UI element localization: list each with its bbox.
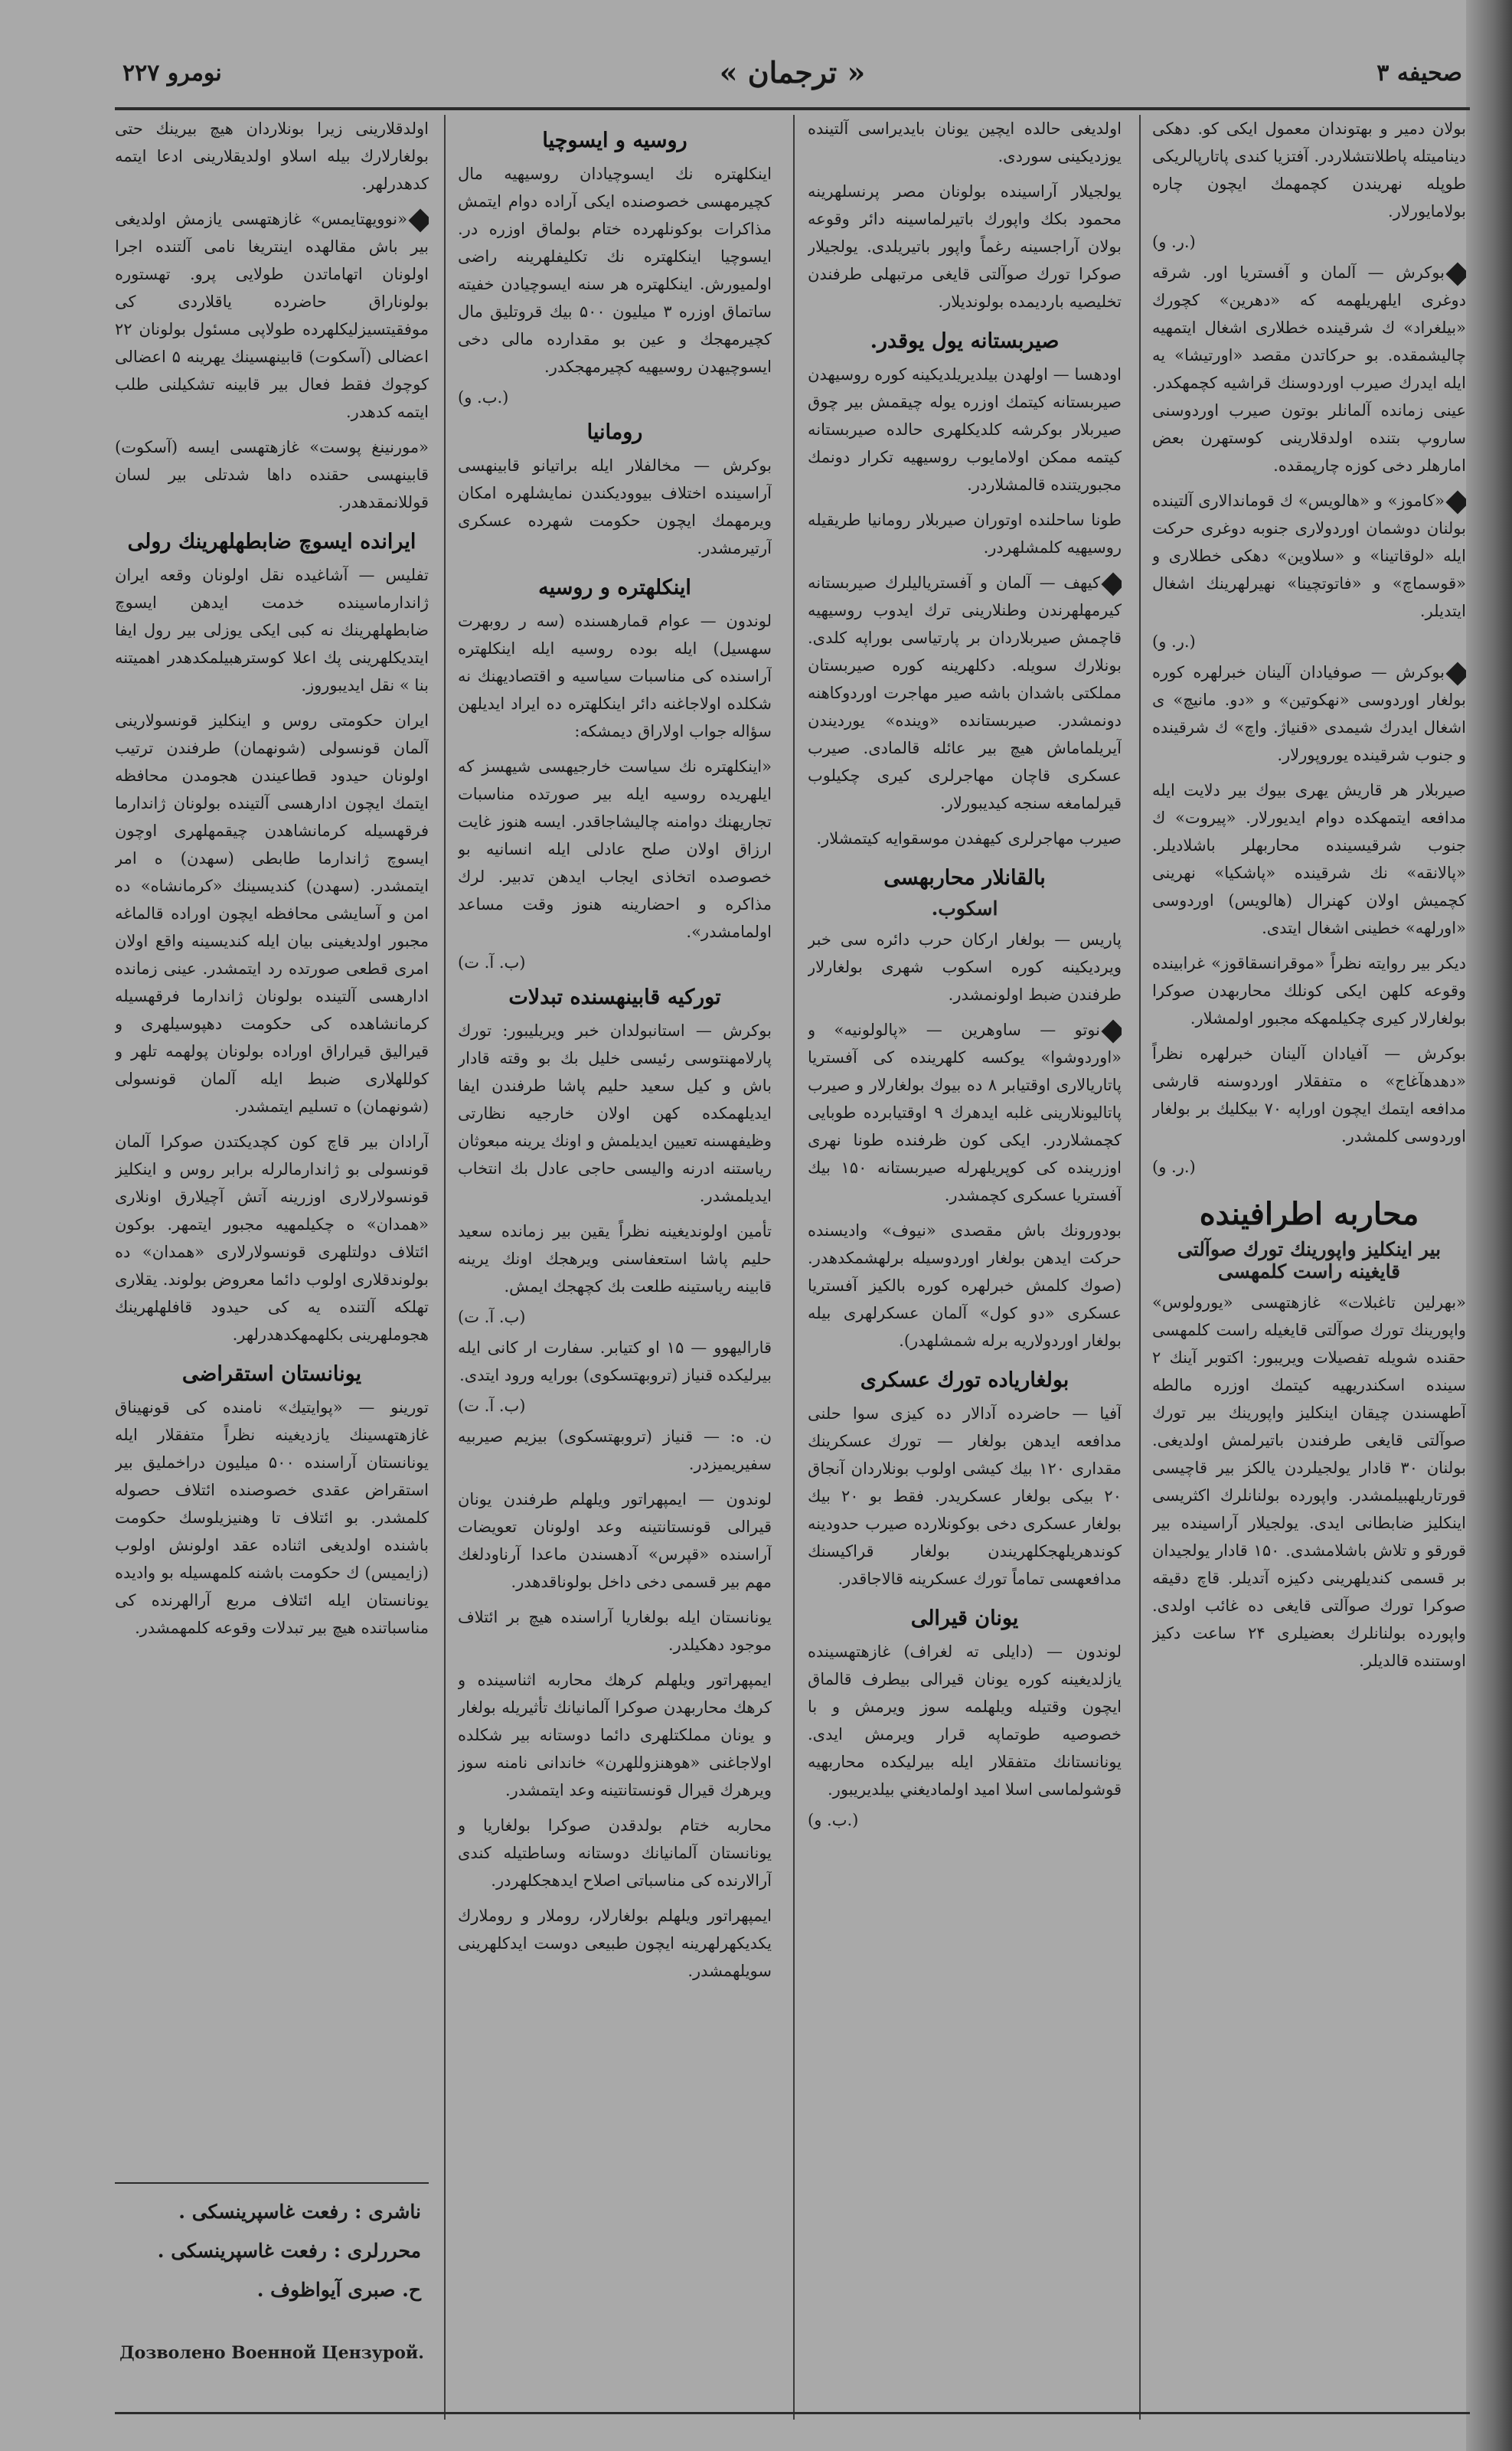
page-edge-shadow (1466, 0, 1512, 2451)
source-signature: (ب. و.) (458, 388, 509, 407)
censor-line: Дозволено Военной Цензурой. (119, 2343, 424, 2363)
article-paragraph: ایمپهراتور ویلهلم بولغارلار، روملار و روملارك یکدیکهرلهرینه ایچون طبیعی دوست ایدکلهرینی سویلهمشدر. (458, 1907, 772, 1980)
article-paragraph: اولدقلارینی زیرا بونلاردان هیچ بیرینك حتی بولغارلارك بیله اسلاو اولدیقلارینی ادعا ایتمه کدهدرلهر. (115, 119, 429, 193)
article-paragraph: «مورنینغ پوست» غازهتهسی ایسه (آسکوت) قابینهسی حقنده داها شدتلی بیر لسان قوللانمقدهدر. (115, 438, 429, 511)
article-heading: رومانیا (586, 420, 643, 444)
article-paragraph: «اینکلهتره نك سیاست خارجیهسی شیهسز که ایلهریده روسیه ایله بیر صورتده مناسبات تجاریهنك دوامنه چالیشاجاقدر. ایسه هنوز غایت ارزاق اولان صلح عادلی ایله انسانیه بو خصوصده اتخاذی ایجاب ایدهن تدبیر. لرك مذاکره و احضارینه هنوز وقت مساعد اولمامشدر». (458, 757, 772, 941)
article-paragraph: یولجیلار آراسینده بولونان مصر پرنسلهرینه محمود بکك واپورك باتیرلماسینه دائر وقوعه بولان آراجسینه رغماً واپور باتیریلدی. یولجیلار صوکرا تورك صوآلتی قایغی مرتبهلی طرفندن تخلیصیه باردیمده بولوندیلار. (808, 182, 1122, 311)
article-paragraph: «بهرلین تاغبلات» غازهتهسی «یورولوس» واپورینك تورك صوآلتی قایغیله راست کلمهسی حقنده شویله تفصیلات ویریبور: اکتوبر آینك ۲ سینده اسکندریهیه کیتمك اوزره مالطه آطهسندن چیقان اینکلیز واپورینك بیر تورك صوآلتی قایغی طرفندن باتیرلمش اولدیغی. بولنان ۳۰ قادار یولجیلردن یالکز بیر قاچیسی قورتاریلهبیلمشدر. واپورده بولنانلرك اکثریسی اینکلیز ضابطانی ایدی. یولجیلار آراسینده بیر قورقو و تلاش باشلامشدی. ۱۵۰ قادار یولجیدان بر قسمی کندیلهرینی دکیزه آتدیلر. قاچ دقیقه صوکرا تورك صوآلتی قایغی ده غائب اولدی. واپورده بولنانلرك بعضیلری ۲۴ ساعت دکیز اوستنده قالدیلر. (1152, 1293, 1466, 1670)
article-paragraph: پاریس — بولغار ارکان حرب دائره سی خبر ویردیکینه کوره اسکوب شهری بولغارلار طرفندن ضبط اولونمشدر. (808, 930, 1122, 1004)
column-3 (458, 115, 772, 2412)
article-paragraph: ایمپهراتور ویلهلم کرهك محاربه اثناسینده و کرهك محاربهدن صوکرا آلمانیانك تأثیریله بولغار و یونان مملکتلهری دائما دوستانه بیر شکلده اولاجاغنی «هوهنزوللهرن» خاندانی نامنه سوز ویرهرك قیرال قونستانتینه وعد ایتمشدر. (458, 1671, 772, 1799)
column-4 (115, 115, 429, 2412)
article-paragraph: اینکلهتره نك ایسوچیادان روسیهیه مال کچیرمهسی خصوصنده ایکی آراده دوام ایتمش مذاکرات بوکونلهرده ختام بولماق اوزره در. ایسوچیا اینکلهتره نك تکلیفلهرینه راضی اولمیورش. اینکلهتره هر سنه ایسوچیادن خفیته ساتماق اوزره ۳ میلیون ۵۰۰ بیك قروتلیق مال کچیرمهجك و عین بو مقدارده مالی دخی ایسوچیهدن روسیهیه کچیرمهجکدر. (458, 165, 772, 376)
paragraph-text: «کاموز» و «هالویس» ك قوماندالاری آلتینده بولنان دوشمان اوردولاری جنوبه دوغری حرکت ایله «لوقاتینا» و «سلاوین» دهکی خطلاری و «قوسماچ» و «فاتوتچینا» نهیرلهرینك اشغال ایتدیلر. (1152, 492, 1466, 620)
article-paragraph: صیربلار هر قاریش یهری بیوك بیر دلایت ایله مدافعه ایتمهکده دوام ایدیورلار. «پیروت» ك جنوب شرقیسینده محاربهلر باشلادیلر. «پالانقه» نك شرقینده «پاشکیا» نهرینی کچمیش اولان کهنرال (هالویس) اوردوسی «اورلهه» خطینی اشغال ایتدی. (1152, 781, 1466, 937)
editor-1: رفعت غاسپرینسکی . (157, 2240, 327, 2262)
editors-row-2 (122, 2279, 421, 2301)
diamond-bullet-icon (1101, 572, 1122, 596)
article-heading: یونان قیرالی (910, 1606, 1019, 1630)
publisher-label: ناشری : (354, 2201, 421, 2223)
article-paragraph (1152, 259, 1466, 479)
editors-label: محررلری : (333, 2240, 421, 2262)
editor-box (115, 2182, 429, 2337)
diamond-bullet-icon (1101, 1019, 1122, 1043)
source-signature: (ر. و.) (1152, 632, 1196, 651)
article-paragraph: یونانستان ایله بولغاریا آراسنده هیچ بر ائتلاف موجود دهکیلدر. (458, 1608, 772, 1654)
article-paragraph (115, 205, 429, 426)
article-paragraph: لوندون — عوام قمارهسنده (سه ر روبهرت سهسیل) ایله بوده روسیه ایله اینکلهتره آراسنده کی مناسبات سیاسیه و اقتصادیهنك نه شکلده اولاجاغنه دائر اینکلهتره ده ایراد ایدیلهن سؤاله جواب اولاراق دیمشکه: (458, 612, 772, 740)
article-heading: ایرانده ایسوچ ضابطهلهرینك رولی (127, 530, 416, 554)
issue-number: نومرو ۲۲۷ (122, 60, 222, 87)
page-label: صحیفه ۳ (1376, 60, 1462, 87)
paragraph-text: کیهف — آلمان و آفستریالیلرك صیربستانه کیرمهلهرندن وطنلارینی ترك ایدوب روسیهیه قاچمش صیربلاردان بر پارتیاسی بوراپه کلدی. بونلارك سویله. دکلهرینه کوره صیربستان مملکتی باشدان باشه صیر مهاجرت اوردوکاهنه دونمشدر. صیربستانده «وینده» یوردیندن آیریلماماش هیچ بیر عائله قالمادی. صیرب عسکری قاچان مهاجرلری کیری چکیلوب قیرلمامغه سنجه کیدیبورلار. (808, 574, 1122, 812)
article-subheading: اسکوب. (931, 897, 998, 920)
article-paragraph: ایران حکومتی روس و اینکلیز قونسولارینی آلمان قونسولی (شونهمان) طرفندن ترتیب اولونان حیدود قطاعیندن هجومدن محافظه ایتمك ایچون ادارهسی آلتینده بولونان ژاندارما فرقهسیله کرمانشاهدن چیقمهلهری اوچون ایسوچ ژاندارما طابطی (سهدن) ه امر ایتمشدر. (سهدن) کندیسینك «کرمانشاه» ده امن و آسایشی محافظه ایچون اوراده قالماغه مجبور اولدیغینی بیان ایله کندیسینه واقع اولان امری قطعی صورتده رد ایتمشدر. عینی زمانده ادارهسی آلتینده بولونان ژاندارما فرقهسیله کرمانشاهده کی حکومت دهپوسیلهری و قیرالیق قیراراق اوراده بولونان پولهمه تلهر و کوللهلاری ضبط ایله آلمان قونسولی (شونهمان) ه تسلیم ایتمشدر. (115, 711, 429, 1116)
source-signature: (ب. آ. ت) (458, 1397, 526, 1415)
article-heading: اینکلهتره و روسیه (538, 576, 691, 600)
column-divider (444, 115, 446, 2420)
article-paragraph: بوکرش — استانبولدان خبر ویریلیبور: تورك پارلامهنتوسی رئیسی خلیل بك بو وقته قادار باش و کیل سعید حلیم پاشا طرفندن ایفا ایدیلهمکده کهن اولان خارجیه نظارتی وظیفهسنه تعیین ایدیلمش و اونك یرینه مبعوثان ریاستنه ادرنه والیسی حاجی عادل بك انتخاب ایدیلمشدر. (458, 1021, 772, 1205)
article-paragraph: تأمین اولوندیغینه نظراً یقین بیر زمانده سعید حلیم پاشا استعفاسنی ویرهجك اونك یرینه قابینه ریاستینه طلعت بك کچهجك ایمش. (458, 1222, 772, 1296)
article-paragraph: آفیا — حاضرده آدالار ده کیزی سوا حلنی مدافعه ایدهن بولغار — تورك عسکرینك مقداری ۱۲۰ بیك کیشی اولوب بونلاردان آنجاق ۲۰ بیکی بولغار عسکریدر. فقط بو ۲۰ بیك بولغار عسکری دخی بوکونلارده صیرب حدودینه کوندهریلهجکلهریندن بولغار قراکیسنك مدافعهسی تماماً تورك عسکرینه قالاجاقدر. (808, 1404, 1122, 1588)
editor-2: ح. صبری آیواظوف . (256, 2279, 421, 2301)
diamond-bullet-icon (408, 208, 429, 232)
article-paragraph (808, 1016, 1122, 1209)
article-heading: تورکیه قابینهسنده تبدلات (508, 985, 721, 1009)
publisher-name: رفعت غاسپرینسکی . (178, 2201, 348, 2223)
column-2 (808, 115, 1122, 2412)
article-heading: روسیه و ایسوچیا (542, 129, 687, 152)
section-heading: محاربه اطرافینده (1199, 1196, 1419, 1232)
source-signature: (ب. آ. ت) (458, 953, 526, 972)
paragraph-text: نوتو — ساوهرین — «پالولونیه» و «اوردوشوا» یوکسه کلهرینده کی آفستریا پاتاریالاری اوقتیابر ۸ ده بیوك بولغارلار و صیرب پاتالیونلارینی غلبه ایدهرك ۹ اوقتیابرده طوبایی کچمشلاردر. ایکی کون ظرفنده طونا نهری اوزرینده کی کوپریلهرله صیربستانه ۱۵۰ بیك آفستریا عسکری کچمشدر. (808, 1021, 1122, 1204)
newspaper-title: « ترجمان » (719, 55, 866, 90)
article-paragraph: لوندون — ایمپهراتور ویلهلم طرفندن یونان قیرالی قونستانتینه وعد اولونان تعویضات آراسنده «قپرس» آدهسندن ماعدا آرناودلغك مهم بیر قسمی دخی داخل بولوناقدهدر. (458, 1490, 772, 1591)
article-paragraph: اولدیغی حالده ایچین یونان بایدیراسی آلتینده یوزدیکینی سوردی. (808, 119, 1122, 165)
source-signature: (ر. و.) (1152, 233, 1196, 251)
source-signature: (ب. و.) (808, 1811, 859, 1829)
page-header (115, 46, 1470, 100)
article-subheading: بیر اینکلیز واپورینك تورك صوآلتی قایغینه راست کلمهسی (1177, 1238, 1442, 1283)
article-paragraph: تفلیس — آشاغیده نقل اولونان وقعه ایران ژاندارماسینده خدمت ایدهن ایسوچ ضابطهلهرینك نه کبی ایکی یوزلی بیر رول ایفا ایتدیکلهرینی پك اعلا کوسترهبیلمکدهدر اهمیتنه بنا » نقل ایدیبوروز. (115, 566, 429, 694)
paragraph-text: «نوویهتایمس» غازهتهسی یازمش اولدیغی بیر باش مقالهده اینتریغا نامی آلتنده اجرا اولونان اتهاماتدن طولایی پرو. تهستوره بولوناراق حاضرده یاقلاردی کی موفقیتسیزلیکلهرده طولاپی مسئول بولونان ۲۲ اعضالی (آسکوت) قابینهسینك یهرینه ۵ اعضالی کوچوك فقط فعال بیر قابینه تشکیلنی طلب ایتمه کدهدر. (115, 210, 429, 421)
diamond-bullet-icon (1445, 490, 1466, 514)
article-paragraph: محاربه ختام بولدقدن صوکرا بولغاریا و یونانستان آلمانیانك دوستانه وساطتیله کندی آرالارنده کی مناسباتی اصلاح ایدهجکلهردر. (458, 1816, 772, 1890)
editors-row (122, 2240, 421, 2262)
article-paragraph: لوندون — (دایلی ته لغراف) غازهتهسینده یازلدیغینه کوره یونان قیرالی بیطرف قالماق ایچون وقتیله ویلهلمه سوز ویرمش و با خصوصیه طوتماپه قرار ویرمش ایدی. یونانستانك متفقلار ایله بیرلیکده محاربهیه قوشولماسی اسلا امید اولماديغني بيلديريبور. (808, 1642, 1122, 1799)
column-divider (1139, 115, 1141, 2420)
header-rule (115, 107, 1470, 110)
article-heading: صیربستانه یول یوقدر. (870, 329, 1060, 353)
article-heading: بولغاریاده تورك عسکری (860, 1368, 1070, 1392)
diamond-bullet-icon (1445, 262, 1466, 286)
article-paragraph: ن. ه: — قنیاز (تروبهتسکوی) بیزیم صیربیه سفیریمیزدر. (458, 1427, 772, 1473)
article-paragraph: بوکرش — آفیادان آلینان خبرلهره نظراً «دهدهآغاج» ه متفقلار اوردوسنه قارشی مدافعه ایتمك ایچون اوراپه ۷۰ بیکلیك بر بولغار اوردوسی کلمشدر. (1152, 1044, 1466, 1145)
paragraph-text: بوکرش — آلمان و آفستریا اور. شرقه دوغری ایلهریلهمه که «دهرین» کچورك «بیلغراد» ك شرقینده خطلاری اشغال ایتمهیه چالیشمقده. بو حرکاتدن مقصد «اورتیشا» یه ایله ایدرك صیرب اوردوسنك قراشیه کچمهکدر. عینی زمانده آلمانلر بوتون صیرب اوردوسنی ساروپ بتنده اولدقلارینی کوستهرن بعض امارهلر دخی کوزه چارپمقده. (1152, 263, 1466, 475)
column-divider (793, 115, 795, 2420)
article-paragraph: بوکرش — مخالفلار ایله براتیانو قابینهسی آراسینده اختلاف بیوودیکندن نمایشلهره امکان ویرمهمك ایچون حکومت شهرده عسکری آرتیرمشدر. (458, 456, 772, 557)
article-paragraph: آرادان بیر قاچ کون کچدیکتدن صوکرا آلمان قونسولی بو ژاندارمالرله برابر روس و اینکلیز قونسولارلاری اوزرینه آتش آچیلارق اونلاری «همدان» ه چکیلمهیه مجبور ایتمهر. بوکون ائتلاف دولتلهری قونسولارلاری «همدان» ده بولوندقلاری اولوب دائما معروض بولوند. یقلاری تهلکه آلتنده یه کی حیدود قافلهلهرینك هجوملهرینی بکلهمهکدهدرلهر. (115, 1132, 429, 1344)
article-paragraph: بودورونك باش مقصدی «نیوف» وادیسنده حرکت ایدهن بولغار اوردوسیله برلهشمکدهدر. (صوك کلمش خبرلهره کوره بالکیز آفستریا عسکری «دو کول» آلمان عسکرلهری بیله بولغار اوردولاریه برله شمشلهدر). (808, 1221, 1122, 1350)
article-paragraph: اودهسا — اولهدن بیلدیریلدیکینه کوره روسیهدن صیربستانه کیتمك اوزره یوله چیقمش بیر چوق صیربلار بوکرشه کلدیکلهری حالده صیربستانه کیتمه ممکن اولامایوب روسیهیه تکرار دونمك مجبوریتنده قالمشلاردر. (808, 365, 1122, 494)
article-paragraph (1152, 487, 1466, 625)
diamond-bullet-icon (1445, 662, 1466, 685)
article-paragraph: دیکر بیر روایته نظراً «موقرانسقاقوز» غرابینده وقوعه کلهن ایکی کونلك محاربهدن صوکرا بولغارلار کیری چکیلمهکه مجبور اولمشلار. (1152, 954, 1466, 1028)
article-heading: یونانستان استقراضی (181, 1362, 362, 1386)
bottom-rule (115, 2412, 1470, 2414)
article-paragraph (1152, 659, 1466, 769)
publisher-row (122, 2201, 421, 2223)
source-signature: (ب. آ. ت) (458, 1308, 526, 1326)
article-heading: بالقانلار محاربهسی (883, 866, 1046, 890)
article-paragraph: قارالیهوو — ۱۵ او کتیابر. سفارت ار کانی ایله بیرلیکده قنیاز (تروبهتسکوی) بورایه ورود ایتدی. (458, 1338, 772, 1384)
column-1 (1152, 115, 1466, 2412)
article-paragraph: طونا ساحلنده اوتوران صیربلار رومانیا طریقیله روسیهیه کلمشلهردر. (808, 511, 1122, 557)
article-paragraph: بولان دمیر و بهتوندان معمول ایکی کو. دهکی دینامیتله پاطلانتشلاردر. آفتزیا کندی پاتارپالریکی طوپله نهریندن کچمهمك ایچون چاره بولامایورلار. (1152, 119, 1466, 221)
article-paragraph: تورینو — «پوایتیك» نامنده کی قونهیناق غازهتهسینك یازدیغینه نظراً متفقلار ایله یونانستان آراسنده ۵۰۰ میلیون دراخملیق بیر استقراض عقدی خصوصنده ائتلاف حصوله کلمشدر. بو ائتلاف تا وهنیزیلوسك حکومت باشنده اولدیغی اثناده عقد اولونش اولوب (زایمیس) ك حکومت باشنه کلمهسیله بو وادیده یونانستان ایله ائتلاف مربع آرالهرنده کی مناسباتنده هیچ بیر تبدلات وقوعه کلمهمشدر. (115, 1398, 429, 1637)
paragraph-text: بوکرش — صوفیادان آلینان خبرلهره کوره بولغار اوردوسی «نهکوتین» و «دو. مانیچ» ی اشغال ایدرك شیمدی «قنیاژ. واچ» ك شرقینده و جنوب شرقینده یوروپورلار. (1152, 663, 1466, 764)
source-signature: (ر. و.) (1152, 1158, 1196, 1176)
article-paragraph: صیرب مهاجرلری کیهفدن موسقوایه کیتمشلار. (816, 829, 1122, 848)
article-paragraph (808, 569, 1122, 817)
